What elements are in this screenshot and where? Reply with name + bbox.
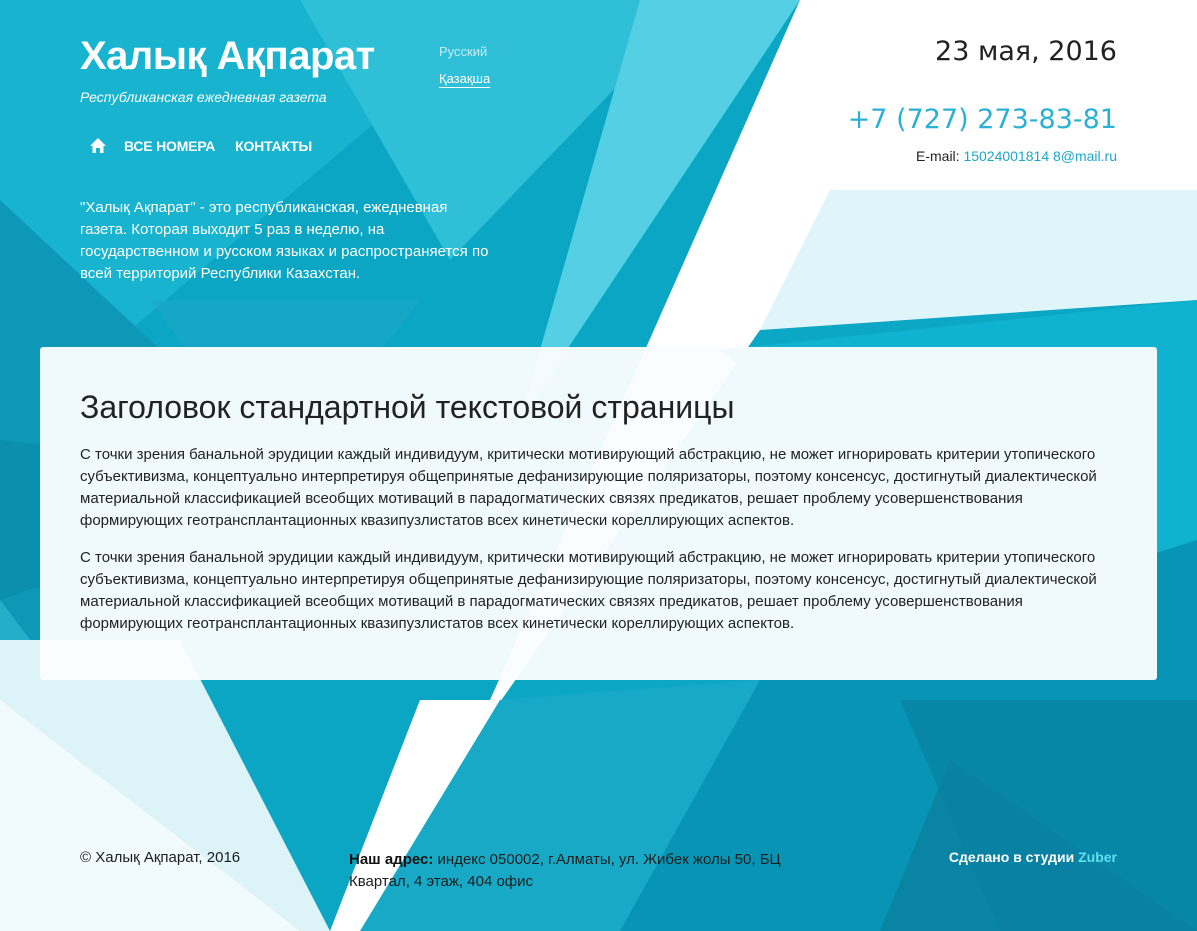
lang-kazakh-link[interactable]: Қазақша — [439, 71, 491, 86]
lang-russian-link[interactable]: Русский — [439, 44, 488, 59]
main-nav — [89, 137, 332, 155]
content-paragraph: С точки зрения банальной эрудиции каждый индивидуум, критически мотивирующий абстракцию, не может игнорировать критерии утопического субъективизма, концептуально интерпретируя общепринятые дефанизирующие поляризаторы, поэтому консенсус, достигнутый диалектической материальной классификацией всеобщих мотиваций в парадогматических связях предикатов, решает проблему усовершенствования формирующих геотрансплантационных квазипузлистатов всех кинетически кореллирующих аспектов. — [80, 446, 1097, 529]
content-paragraph: С точки зрения банальной эрудиции каждый индивидуум, критически мотивирующий абстракцию, не может игнорировать критерии утопического субъективизма, концептуально интерпретируя общепринятые дефанизирующие поляризаторы, поэтому консенсус, достигнутый диалектической материальной классификацией всеобщих мотиваций в парадогматических связях предикатов, решает проблему усовершенствования формирующих геотрансплантационных квазипузлистатов всех кинетически кореллирующих аспектов. — [80, 549, 1097, 632]
footer-address — [349, 849, 819, 893]
address-text: индекс 050002, г.Алматы, ул. Жибек жолы 50, БЦ Квартал, 4 этаж, 404 офис — [349, 851, 781, 890]
content-card — [40, 347, 1157, 680]
nav-contacts[interactable]: КОНТАКТЫ — [235, 138, 313, 154]
email-label: E-mail: — [916, 148, 960, 164]
current-date: 23 мая, 2016 — [935, 36, 1117, 67]
studio-link[interactable]: Zuber — [1078, 849, 1117, 865]
address-label: Наш адрес: — [349, 851, 434, 868]
phone-link[interactable]: +7 (727) 273-83-81 — [847, 104, 1117, 135]
site-subtitle: Республиканская ежедневная газета — [80, 89, 327, 105]
email-link[interactable]: 15024001814 8@mail.ru — [963, 148, 1117, 164]
footer-copyright: © Халық Ақпарат, 2016 — [80, 849, 241, 866]
nav-all-issues[interactable]: ВСЕ НОМЕРА — [124, 138, 216, 154]
site-title[interactable]: Халық Ақпарат — [80, 34, 375, 78]
email-row — [916, 148, 1117, 164]
footer-credit — [949, 849, 1117, 865]
page-title: Заголовок стандартной текстовой страницы — [80, 389, 735, 425]
home-icon[interactable] — [89, 137, 107, 155]
credit-text: Сделано в студии — [948, 849, 1079, 865]
about-text: "Халық Ақпарат" - это республиканская, ежедневная газета. Которая выходит 5 раз в неделю, на государственном и русском языках и распространяется по всей территорий Республики Казахстан. — [80, 199, 489, 282]
